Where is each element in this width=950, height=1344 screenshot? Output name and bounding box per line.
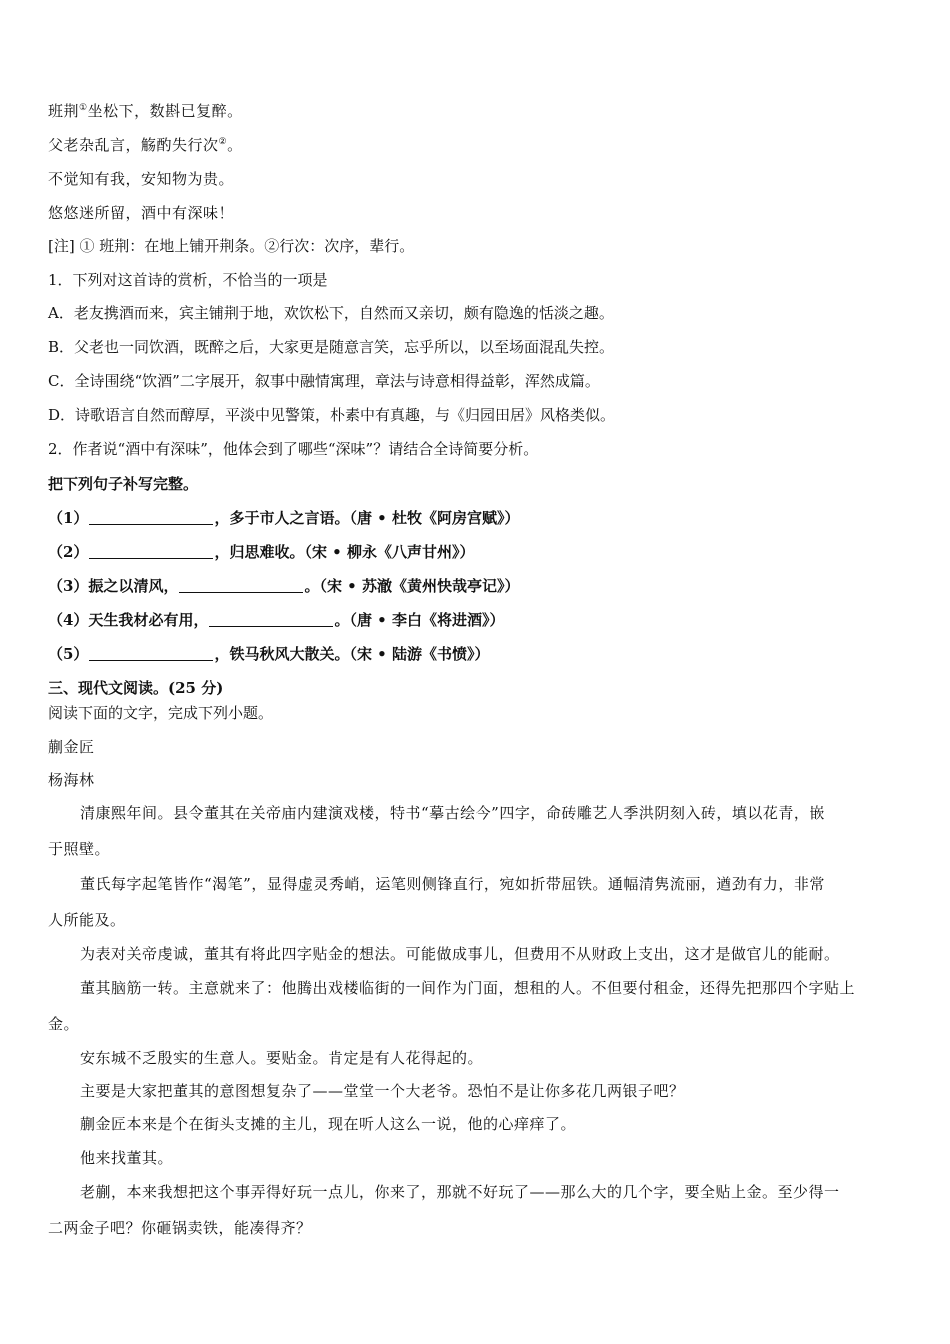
fill-item-5: （5） ，铁马秋风大散关。（宋 • 陆游《书愤》） [48, 645, 490, 663]
paragraph-9-line-2: 二两金子吧？你砸锅卖铁，能凑得齐？ [48, 1219, 312, 1237]
option-b: B．父老也一同饮酒，既醉之后，大家更是随意言笑，忘乎所以，以至场面混乱失控。 [48, 338, 615, 356]
option-a: A．老友携酒而来，宾主铺荆于地，欢饮松下，自然而又亲切，颇有隐逸的恬淡之趣。 [48, 304, 614, 322]
answer-blank-1[interactable] [89, 509, 213, 525]
answer-blank-3[interactable] [179, 577, 303, 593]
poem-line-1: 班荆①坐松下，数斟已复醉。 [48, 102, 243, 120]
paragraph-7: 蒯金匠本来是个在街头支摊的主儿，现在听人这么一说，他的心痒痒了。 [80, 1115, 577, 1133]
story-author: 杨海林 [48, 771, 95, 789]
paragraph-4-line-1: 董其脑筋一转。主意就来了：他腾出戏楼临街的一间作为门面，想租的人。不但要付租金，还得先把那四个字贴上 [80, 979, 856, 997]
fill-heading: 把下列句子补写完整。 [48, 475, 199, 493]
footnote-marker-1: ① [79, 103, 88, 113]
fill-item-3: （3）振之以清风， 。（宋 • 苏澈《黄州快哉亭记》） [48, 577, 520, 595]
paragraph-3: 为表对关帝虔诚，董其有将此四字贴金的想法。可能做成事儿，但费用不从财政上支出，这才是做官儿的能耐。 [80, 945, 840, 963]
option-c: C．全诗围绕“饮酒”二字展开，叙事中融情寓理，章法与诗意相得益彰，浑然成篇。 [48, 372, 600, 390]
section-3-heading: 三、现代文阅读。(25 分) [48, 679, 224, 697]
footnote-marker-2: ② [218, 137, 228, 147]
fill-item-4: （4）天生我材必有用， 。（唐 • 李白《将进酒》） [48, 611, 505, 629]
paragraph-5: 安东城不乏殷实的生意人。要贴金。肯定是有人花得起的。 [80, 1049, 484, 1067]
poem-line-2: 父老杂乱言，觞酌失行次②。 [48, 136, 243, 154]
section-3-instruction: 阅读下面的文字，完成下列小题。 [48, 704, 274, 722]
fill-item-1: （1） ，多于市人之言语。（唐 • 杜牧《阿房宫赋》） [48, 509, 520, 527]
poem-line-4: 悠悠迷所留，酒中有深味！ [48, 204, 235, 222]
paragraph-1-line-1: 清康熙年间。县令董其在关帝庙内建演戏楼，特书“摹古绘今”四字，命砖雕艺人季洪阴刻入砖，填以花青，嵌 [80, 804, 825, 822]
answer-blank-2[interactable] [89, 543, 213, 559]
fill-item-2: （2） ，归思难收。（宋 • 柳永《八声甘州》） [48, 543, 475, 561]
paragraph-1-line-2: 于照壁。 [48, 840, 111, 858]
question-2: 2．作者说“酒中有深味”，他体会到了哪些“深味”？请结合全诗简要分析。 [48, 440, 539, 458]
paragraph-9-line-1: 老蒯，本来我想把这个事弄得好玩一点儿，你来了，那就不好玩了——那么大的几个字，要全贴上金。至少得一 [80, 1183, 840, 1201]
answer-blank-4[interactable] [209, 611, 333, 627]
paragraph-8: 他来找董其。 [80, 1149, 174, 1167]
paragraph-2-line-2: 人所能及。 [48, 911, 126, 929]
paragraph-6: 主要是大家把董其的意图想复杂了——堂堂一个大老爷。恐怕不是让你多花几两银子吧？ [80, 1082, 685, 1100]
option-d: D．诗歌语言自然而醇厚，平淡中见警策，朴素中有真趣，与《归园田居》风格类似。 [48, 406, 616, 424]
poem-annotation: [注] ① 班荆：在地上铺开荆条。②行次：次序，辈行。 [48, 237, 415, 255]
question-1: 1．下列对这首诗的赏析，不恰当的一项是 [48, 271, 328, 289]
poem-line-3: 不觉知有我，安知物为贵。 [48, 170, 235, 188]
paragraph-4-line-2: 金。 [48, 1015, 80, 1033]
story-title: 蒯金匠 [48, 738, 95, 756]
answer-blank-5[interactable] [89, 645, 213, 661]
paragraph-2-line-1: 董氏每字起笔皆作“渴笔”，显得虚灵秀峭，运笔则侧锋直行，宛如折带屈铁。通幅清隽流丽，遒劲有力，非常 [80, 875, 825, 893]
